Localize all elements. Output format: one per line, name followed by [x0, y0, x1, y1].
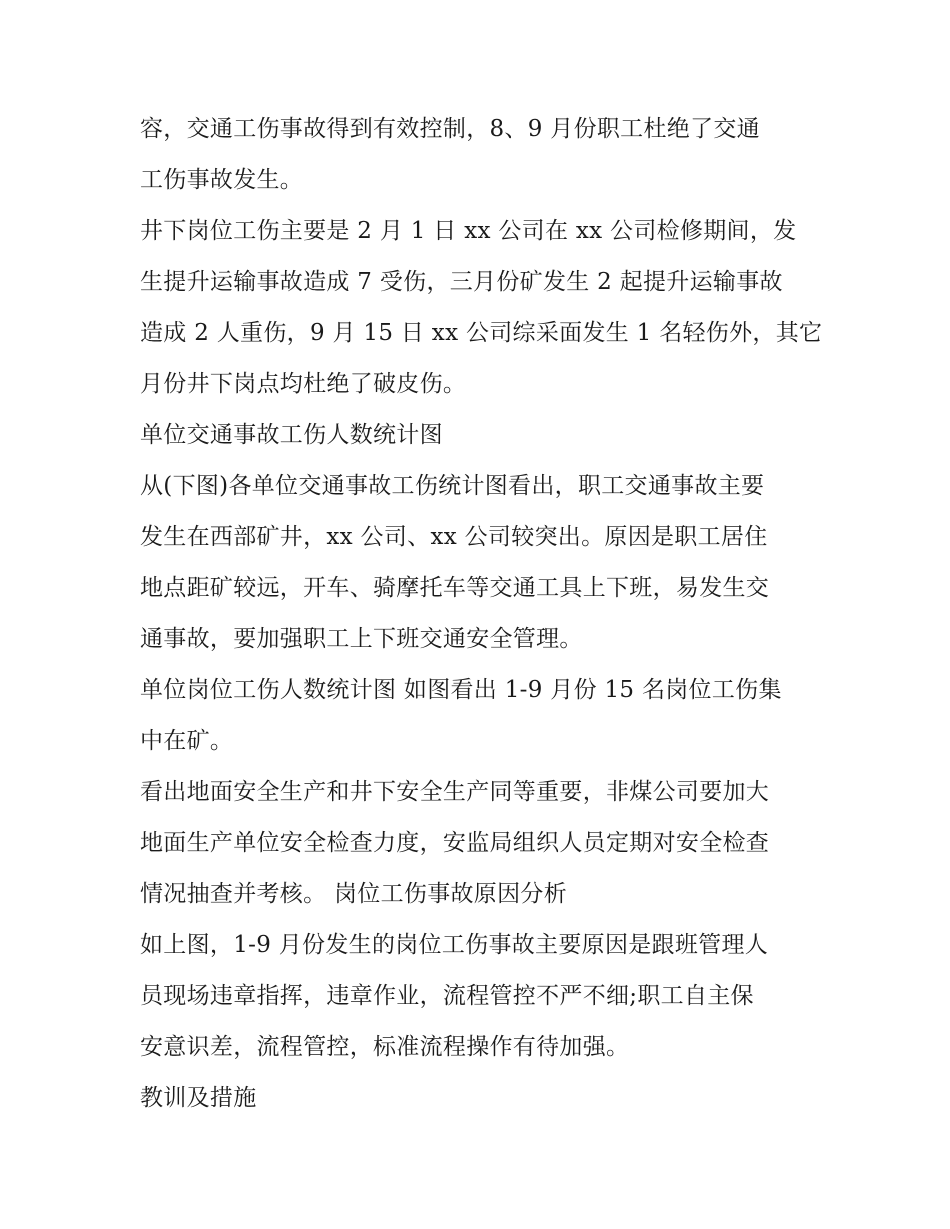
- paragraph-line: 看出地面安全生产和井下安全生产同等重要，非煤公司要加大: [140, 779, 770, 805]
- paragraph-line: 造成 2 人重伤，9 月 15 日 xx 公司综采面发生 1 名轻伤外，其它: [140, 320, 823, 346]
- paragraph-line: 发生在西部矿井，xx 公司、xx 公司较突出。原因是职工居住: [140, 524, 768, 550]
- paragraph-line: 单位岗位工伤人数统计图 如图看出 1-9 月份 15 名岗位工伤集: [140, 677, 782, 703]
- paragraph-line: 安意识差，流程管控，标准流程操作有待加强。: [140, 1034, 630, 1060]
- paragraph-line: 通事故，要加强职工上下班交通安全管理。: [140, 626, 583, 652]
- paragraph-line: 生提升运输事故造成 7 受伤，三月份矿发生 2 起提升运输事故: [140, 269, 783, 295]
- paragraph-line: 情况抽查并考核。 岗位工伤事故原因分析: [140, 881, 568, 907]
- section-heading: 单位交通事故工伤人数统计图: [140, 422, 443, 448]
- paragraph-line: 井下岗位工伤主要是 2 月 1 日 xx 公司在 xx 公司检修期间，发: [140, 218, 797, 244]
- paragraph-line: 员现场违章指挥，违章作业，流程管控不严不细;职工自主保: [140, 983, 754, 1009]
- paragraph-line: 容，交通工伤事故得到有效控制，8、9 月份职工杜绝了交通: [140, 116, 760, 142]
- paragraph-line: 从(下图)各单位交通事故工伤统计图看出，职工交通事故主要: [140, 473, 765, 499]
- paragraph-line: 工伤事故发生。: [140, 167, 304, 193]
- paragraph-line: 如上图，1-9 月份发生的岗位工伤事故主要原因是跟班管理人: [140, 932, 769, 958]
- paragraph-line: 中在矿。: [140, 728, 234, 754]
- paragraph-line: 地点距矿较远，开车、骑摩托车等交通工具上下班，易发生交: [140, 575, 770, 601]
- paragraph-line: 月份井下岗点均杜绝了破皮伤。: [140, 371, 467, 397]
- section-heading: 教训及措施: [140, 1085, 257, 1111]
- paragraph-line: 地面生产单位安全检查力度，安监局组织人员定期对安全检查: [140, 830, 770, 856]
